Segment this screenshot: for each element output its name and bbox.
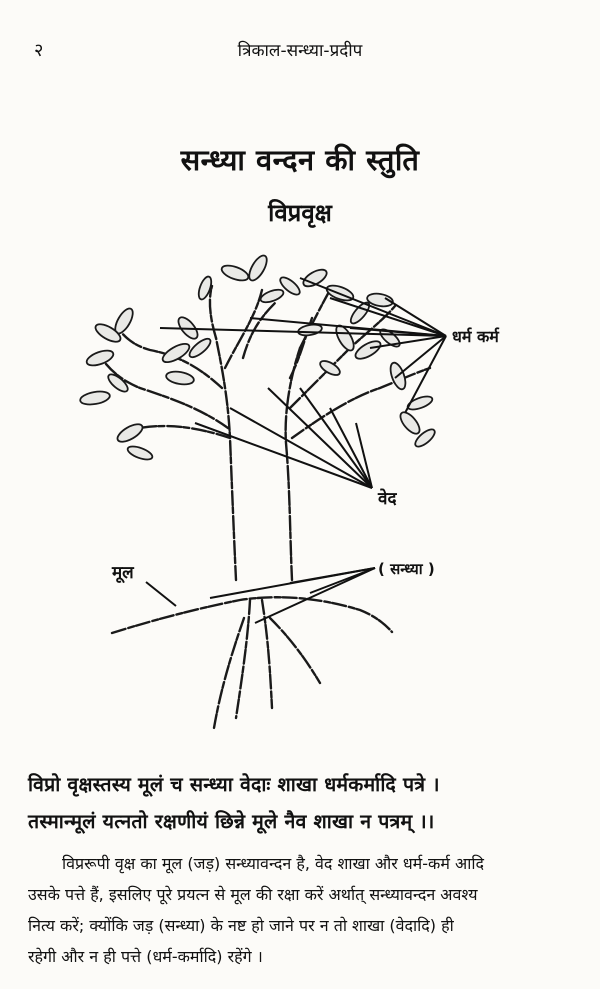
- explanation-line-2: उसके पत्ते हैं, इसलिए पूरे प्रयत्न से मूल की रक्षा करें अर्थात् सन्ध्यावन्दन अवश्य: [28, 885, 478, 904]
- trunk-right-line: [286, 348, 300, 580]
- root-right: [270, 618, 320, 683]
- chapter-title: सन्ध्या वन्दन की स्तुति: [180, 143, 420, 177]
- leaf: [348, 300, 372, 326]
- ground-line: [112, 597, 392, 633]
- leaf: [301, 266, 330, 289]
- explanation-line-1: विप्ररूपी वृक्ष का मूल (जड़) सन्ध्यावन्दन है, वेद शाखा और धर्म-कर्म आदि: [62, 854, 484, 873]
- label-sandhya: ( सन्ध्या ): [378, 560, 435, 578]
- leaf: [187, 336, 213, 360]
- leaf: [165, 370, 195, 387]
- root-left: [214, 618, 244, 728]
- leaf: [79, 389, 111, 406]
- explanation-line-4: रहेगी और न ही पत्ते (धर्म-कर्मादि) रहेंगे ।: [28, 947, 263, 966]
- leaf: [115, 421, 145, 445]
- explanation-paragraph: [28, 848, 576, 972]
- leaves: [79, 253, 437, 462]
- explanation-line-3: नित्य करें; क्योंकि जड़ (सन्ध्या) के नष्ट हो जाने पर न तो शाखा (वेदादि) ही: [28, 916, 454, 935]
- leaf: [126, 444, 154, 462]
- leaf: [246, 253, 270, 283]
- label-veda: वेद: [378, 489, 397, 509]
- leaf: [85, 348, 115, 369]
- branch-left-low: [140, 426, 230, 438]
- leaf: [397, 409, 423, 437]
- branch-left-main: [100, 356, 228, 428]
- running-title: त्रिकाल-सन्ध्या-प्रदीप: [237, 41, 363, 61]
- page-number: २: [34, 40, 44, 61]
- label-dharma-karma: धर्म कर्म: [452, 327, 499, 346]
- verse-line-2: तस्मान्मूलं यत्नतो रक्षणीयं छिन्ने मूले नैव शाखा न पत्रम् ।।: [28, 810, 435, 833]
- verse-line-1: विप्रो वृक्षस्तस्य मूलं च सन्ध्या वेदाः शाखा धर्मकर्मादि पत्रे ।: [28, 773, 440, 796]
- section-subtitle: विप्रवृक्ष: [268, 199, 332, 227]
- branch-right-upper: [290, 306, 395, 408]
- page-header: [0, 38, 600, 62]
- label-mool: मूल: [112, 563, 134, 583]
- tree-diagram: [0, 238, 600, 748]
- leaf: [220, 263, 250, 284]
- trunk-left-line: [216, 338, 236, 580]
